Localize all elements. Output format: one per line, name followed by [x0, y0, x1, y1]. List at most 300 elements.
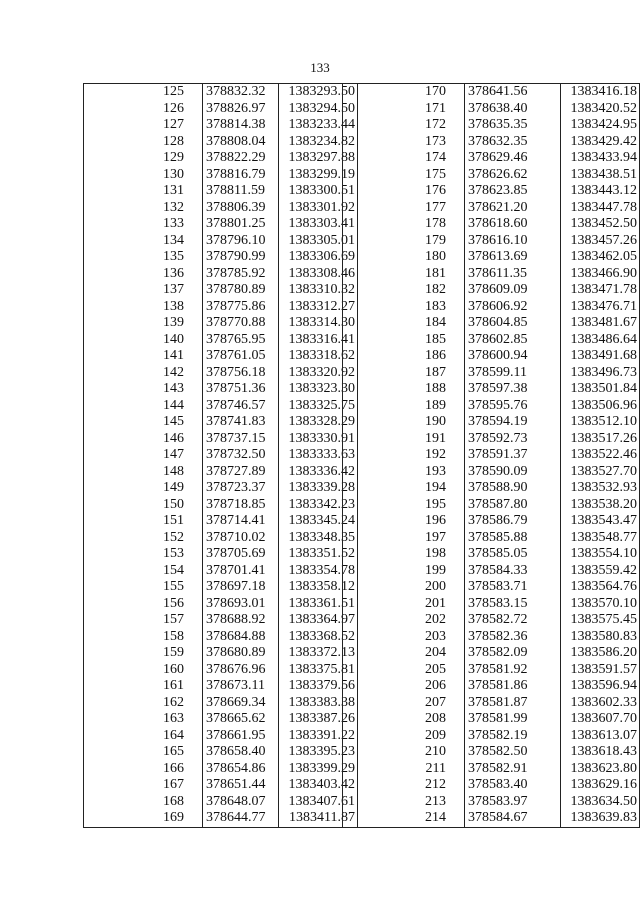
table-row [343, 315, 640, 332]
y-coordinate-cell: 1383591.57 [561, 662, 640, 679]
y-coordinate-cell: 1383297.88 [279, 150, 358, 167]
table-row [84, 167, 358, 184]
x-coordinate-cell: 378756.18 [203, 365, 279, 382]
table-row [84, 513, 358, 530]
point-number-cell: 186 [343, 348, 465, 365]
table-row [84, 728, 358, 745]
point-number-cell: 213 [343, 794, 465, 811]
y-coordinate-cell: 1383303.41 [279, 216, 358, 233]
point-number-cell: 126 [84, 101, 203, 118]
table-row [84, 183, 358, 200]
point-number-cell: 195 [343, 497, 465, 514]
table-row [343, 794, 640, 811]
table-row [343, 678, 640, 695]
table-row [343, 645, 640, 662]
table-row [84, 810, 358, 827]
y-coordinate-cell: 1383481.67 [561, 315, 640, 332]
y-coordinate-cell: 1383527.70 [561, 464, 640, 481]
x-coordinate-cell: 378751.36 [203, 381, 279, 398]
table-row [343, 249, 640, 266]
table-row [343, 662, 640, 679]
y-coordinate-cell: 1383623.80 [561, 761, 640, 778]
y-coordinate-cell: 1383299.19 [279, 167, 358, 184]
table-row [343, 711, 640, 728]
y-coordinate-cell: 1383457.26 [561, 233, 640, 250]
table-row [84, 84, 358, 101]
point-number-cell: 183 [343, 299, 465, 316]
table-row [84, 134, 358, 151]
x-coordinate-cell: 378582.09 [465, 645, 561, 662]
point-number-cell: 191 [343, 431, 465, 448]
x-coordinate-cell: 378808.04 [203, 134, 279, 151]
table-row [343, 464, 640, 481]
y-coordinate-cell: 1383607.70 [561, 711, 640, 728]
y-coordinate-cell: 1383379.56 [279, 678, 358, 695]
y-coordinate-cell: 1383512.10 [561, 414, 640, 431]
point-number-cell: 189 [343, 398, 465, 415]
x-coordinate-cell: 378590.09 [465, 464, 561, 481]
table-row [343, 282, 640, 299]
table-row [343, 447, 640, 464]
y-coordinate-cell: 1383387.26 [279, 711, 358, 728]
x-coordinate-cell: 378651.44 [203, 777, 279, 794]
x-coordinate-cell: 378826.97 [203, 101, 279, 118]
y-coordinate-cell: 1383403.42 [279, 777, 358, 794]
x-coordinate-cell: 378616.10 [465, 233, 561, 250]
table-row [343, 728, 640, 745]
y-coordinate-cell: 1383462.05 [561, 249, 640, 266]
x-coordinate-cell: 378775.86 [203, 299, 279, 316]
point-number-cell: 133 [84, 216, 203, 233]
table-row [84, 563, 358, 580]
table-row [84, 332, 358, 349]
point-number-cell: 142 [84, 365, 203, 382]
x-coordinate-cell: 378765.95 [203, 332, 279, 349]
x-coordinate-cell: 378641.56 [465, 84, 561, 101]
x-coordinate-cell: 378582.19 [465, 728, 561, 745]
coordinate-table-right [342, 83, 640, 828]
table-row [343, 167, 640, 184]
y-coordinate-cell: 1383629.16 [561, 777, 640, 794]
y-coordinate-cell: 1383559.42 [561, 563, 640, 580]
table-row [84, 761, 358, 778]
point-number-cell: 160 [84, 662, 203, 679]
point-number-cell: 202 [343, 612, 465, 629]
y-coordinate-cell: 1383395.23 [279, 744, 358, 761]
y-coordinate-cell: 1383233.44 [279, 117, 358, 134]
point-number-cell: 167 [84, 777, 203, 794]
table-row [343, 299, 640, 316]
x-coordinate-cell: 378582.50 [465, 744, 561, 761]
point-number-cell: 139 [84, 315, 203, 332]
y-coordinate-cell: 1383634.50 [561, 794, 640, 811]
table-row [343, 530, 640, 547]
point-number-cell: 155 [84, 579, 203, 596]
table-row [343, 414, 640, 431]
x-coordinate-cell: 378680.89 [203, 645, 279, 662]
y-coordinate-cell: 1383234.82 [279, 134, 358, 151]
table-row [84, 233, 358, 250]
y-coordinate-cell: 1383300.51 [279, 183, 358, 200]
x-coordinate-cell: 378669.34 [203, 695, 279, 712]
point-number-cell: 206 [343, 678, 465, 695]
table-row [343, 810, 640, 827]
x-coordinate-cell: 378785.92 [203, 266, 279, 283]
table-row [84, 299, 358, 316]
y-coordinate-cell: 1383476.71 [561, 299, 640, 316]
y-coordinate-cell: 1383368.52 [279, 629, 358, 646]
x-coordinate-cell: 378587.80 [465, 497, 561, 514]
point-number-cell: 208 [343, 711, 465, 728]
y-coordinate-cell: 1383416.18 [561, 84, 640, 101]
x-coordinate-cell: 378832.32 [203, 84, 279, 101]
x-coordinate-cell: 378586.79 [465, 513, 561, 530]
point-number-cell: 152 [84, 530, 203, 547]
x-coordinate-cell: 378613.69 [465, 249, 561, 266]
table-row [84, 530, 358, 547]
y-coordinate-cell: 1383466.90 [561, 266, 640, 283]
y-coordinate-cell: 1383538.20 [561, 497, 640, 514]
point-number-cell: 134 [84, 233, 203, 250]
y-coordinate-cell: 1383293.50 [279, 84, 358, 101]
x-coordinate-cell: 378822.29 [203, 150, 279, 167]
x-coordinate-cell: 378592.73 [465, 431, 561, 448]
point-number-cell: 176 [343, 183, 465, 200]
y-coordinate-cell: 1383429.42 [561, 134, 640, 151]
x-coordinate-cell: 378584.67 [465, 810, 561, 827]
x-coordinate-cell: 378737.15 [203, 431, 279, 448]
point-number-cell: 178 [343, 216, 465, 233]
table-row [84, 711, 358, 728]
y-coordinate-cell: 1383372.13 [279, 645, 358, 662]
point-number-cell: 161 [84, 678, 203, 695]
table-row [343, 546, 640, 563]
page-number: 133 [310, 60, 330, 75]
y-coordinate-cell: 1383333.63 [279, 447, 358, 464]
point-number-cell: 181 [343, 266, 465, 283]
y-coordinate-cell: 1383399.29 [279, 761, 358, 778]
point-number-cell: 204 [343, 645, 465, 662]
x-coordinate-cell: 378710.02 [203, 530, 279, 547]
table-row [84, 101, 358, 118]
y-coordinate-cell: 1383323.30 [279, 381, 358, 398]
y-coordinate-cell: 1383320.92 [279, 365, 358, 382]
table-row [343, 101, 640, 118]
point-number-cell: 177 [343, 200, 465, 217]
point-number-cell: 146 [84, 431, 203, 448]
point-number-cell: 128 [84, 134, 203, 151]
table-row [343, 563, 640, 580]
y-coordinate-cell: 1383506.96 [561, 398, 640, 415]
x-coordinate-cell: 378583.71 [465, 579, 561, 596]
point-number-cell: 141 [84, 348, 203, 365]
y-coordinate-cell: 1383596.94 [561, 678, 640, 695]
point-number-cell: 187 [343, 365, 465, 382]
point-number-cell: 149 [84, 480, 203, 497]
y-coordinate-cell: 1383447.78 [561, 200, 640, 217]
table-row [343, 596, 640, 613]
y-coordinate-cell: 1383348.35 [279, 530, 358, 547]
table-row [84, 579, 358, 596]
table-row [84, 348, 358, 365]
table-row [343, 134, 640, 151]
table-row [84, 150, 358, 167]
y-coordinate-cell: 1383522.46 [561, 447, 640, 464]
x-coordinate-cell: 378701.41 [203, 563, 279, 580]
point-number-cell: 180 [343, 249, 465, 266]
x-coordinate-cell: 378806.39 [203, 200, 279, 217]
point-number-cell: 214 [343, 810, 465, 827]
point-number-cell: 130 [84, 167, 203, 184]
table-row [343, 480, 640, 497]
table-row [343, 612, 640, 629]
point-number-cell: 136 [84, 266, 203, 283]
x-coordinate-cell: 378790.99 [203, 249, 279, 266]
point-number-cell: 135 [84, 249, 203, 266]
point-number-cell: 137 [84, 282, 203, 299]
table-row [343, 216, 640, 233]
y-coordinate-cell: 1383420.52 [561, 101, 640, 118]
point-number-cell: 148 [84, 464, 203, 481]
point-number-cell: 156 [84, 596, 203, 613]
x-coordinate-cell: 378581.92 [465, 662, 561, 679]
y-coordinate-cell: 1383316.41 [279, 332, 358, 349]
point-number-cell: 174 [343, 150, 465, 167]
table-row [343, 233, 640, 250]
x-coordinate-cell: 378585.05 [465, 546, 561, 563]
point-number-cell: 150 [84, 497, 203, 514]
table-row [84, 629, 358, 646]
table-row [343, 497, 640, 514]
y-coordinate-cell: 1383564.76 [561, 579, 640, 596]
x-coordinate-cell: 378582.72 [465, 612, 561, 629]
table-row [84, 365, 358, 382]
point-number-cell: 159 [84, 645, 203, 662]
y-coordinate-cell: 1383639.83 [561, 810, 640, 827]
x-coordinate-cell: 378597.38 [465, 381, 561, 398]
x-coordinate-cell: 378741.83 [203, 414, 279, 431]
point-number-cell: 145 [84, 414, 203, 431]
table-row [343, 513, 640, 530]
x-coordinate-cell: 378746.57 [203, 398, 279, 415]
point-number-cell: 170 [343, 84, 465, 101]
point-number-cell: 173 [343, 134, 465, 151]
table-row [343, 183, 640, 200]
table-row [84, 546, 358, 563]
x-coordinate-cell: 378814.38 [203, 117, 279, 134]
y-coordinate-cell: 1383339.28 [279, 480, 358, 497]
point-number-cell: 140 [84, 332, 203, 349]
point-number-cell: 147 [84, 447, 203, 464]
y-coordinate-cell: 1383424.95 [561, 117, 640, 134]
x-coordinate-cell: 378723.37 [203, 480, 279, 497]
point-number-cell: 125 [84, 84, 203, 101]
y-coordinate-cell: 1383305.01 [279, 233, 358, 250]
table-row [343, 381, 640, 398]
y-coordinate-cell: 1383575.45 [561, 612, 640, 629]
x-coordinate-cell: 378658.40 [203, 744, 279, 761]
x-coordinate-cell: 378600.94 [465, 348, 561, 365]
table-row [343, 744, 640, 761]
y-coordinate-cell: 1383375.81 [279, 662, 358, 679]
y-coordinate-cell: 1383407.61 [279, 794, 358, 811]
x-coordinate-cell: 378727.89 [203, 464, 279, 481]
point-number-cell: 154 [84, 563, 203, 580]
point-number-cell: 211 [343, 761, 465, 778]
y-coordinate-cell: 1383391.22 [279, 728, 358, 745]
x-coordinate-cell: 378693.01 [203, 596, 279, 613]
point-number-cell: 198 [343, 546, 465, 563]
y-coordinate-cell: 1383358.12 [279, 579, 358, 596]
point-number-cell: 188 [343, 381, 465, 398]
x-coordinate-cell: 378688.92 [203, 612, 279, 629]
x-coordinate-cell: 378665.62 [203, 711, 279, 728]
point-number-cell: 207 [343, 695, 465, 712]
x-coordinate-cell: 378583.15 [465, 596, 561, 613]
table-row [84, 645, 358, 662]
x-coordinate-cell: 378626.62 [465, 167, 561, 184]
table-row [343, 266, 640, 283]
table-row [343, 629, 640, 646]
x-coordinate-cell: 378606.92 [465, 299, 561, 316]
table-row [343, 761, 640, 778]
y-coordinate-cell: 1383433.94 [561, 150, 640, 167]
point-number-cell: 164 [84, 728, 203, 745]
table-row [84, 678, 358, 695]
table-row [343, 84, 640, 101]
x-coordinate-cell: 378623.85 [465, 183, 561, 200]
table-row [84, 282, 358, 299]
y-coordinate-cell: 1383517.26 [561, 431, 640, 448]
x-coordinate-cell: 378801.25 [203, 216, 279, 233]
point-number-cell: 179 [343, 233, 465, 250]
point-number-cell: 200 [343, 579, 465, 596]
point-number-cell: 157 [84, 612, 203, 629]
y-coordinate-cell: 1383294.50 [279, 101, 358, 118]
table-row [84, 464, 358, 481]
point-number-cell: 196 [343, 513, 465, 530]
table-row [84, 431, 358, 448]
y-coordinate-cell: 1383318.62 [279, 348, 358, 365]
coordinate-table-left [83, 83, 358, 828]
y-coordinate-cell: 1383345.24 [279, 513, 358, 530]
table-row [84, 117, 358, 134]
x-coordinate-cell: 378582.36 [465, 629, 561, 646]
point-number-cell: 129 [84, 150, 203, 167]
table-row [343, 117, 640, 134]
x-coordinate-cell: 378811.59 [203, 183, 279, 200]
x-coordinate-cell: 378591.37 [465, 447, 561, 464]
x-coordinate-cell: 378583.40 [465, 777, 561, 794]
y-coordinate-cell: 1383554.10 [561, 546, 640, 563]
table-row [84, 497, 358, 514]
x-coordinate-cell: 378629.46 [465, 150, 561, 167]
y-coordinate-cell: 1383570.10 [561, 596, 640, 613]
point-number-cell: 131 [84, 183, 203, 200]
point-number-cell: 184 [343, 315, 465, 332]
x-coordinate-cell: 378602.85 [465, 332, 561, 349]
point-number-cell: 185 [343, 332, 465, 349]
table-row [343, 579, 640, 596]
table-row [84, 447, 358, 464]
x-coordinate-cell: 378761.05 [203, 348, 279, 365]
y-coordinate-cell: 1383586.20 [561, 645, 640, 662]
point-number-cell: 190 [343, 414, 465, 431]
table-row [84, 744, 358, 761]
y-coordinate-cell: 1383342.23 [279, 497, 358, 514]
x-coordinate-cell: 378585.88 [465, 530, 561, 547]
table-row [343, 150, 640, 167]
point-number-cell: 144 [84, 398, 203, 415]
x-coordinate-cell: 378714.41 [203, 513, 279, 530]
x-coordinate-cell: 378609.09 [465, 282, 561, 299]
point-number-cell: 209 [343, 728, 465, 745]
y-coordinate-cell: 1383310.32 [279, 282, 358, 299]
y-coordinate-cell: 1383308.46 [279, 266, 358, 283]
y-coordinate-cell: 1383543.47 [561, 513, 640, 530]
y-coordinate-cell: 1383443.12 [561, 183, 640, 200]
x-coordinate-cell: 378684.88 [203, 629, 279, 646]
x-coordinate-cell: 378604.85 [465, 315, 561, 332]
y-coordinate-cell: 1383471.78 [561, 282, 640, 299]
y-coordinate-cell: 1383336.42 [279, 464, 358, 481]
x-coordinate-cell: 378632.35 [465, 134, 561, 151]
point-number-cell: 212 [343, 777, 465, 794]
point-number-cell: 172 [343, 117, 465, 134]
x-coordinate-cell: 378654.86 [203, 761, 279, 778]
point-number-cell: 165 [84, 744, 203, 761]
x-coordinate-cell: 378581.87 [465, 695, 561, 712]
y-coordinate-cell: 1383613.07 [561, 728, 640, 745]
table-row [84, 315, 358, 332]
x-coordinate-cell: 378673.11 [203, 678, 279, 695]
point-number-cell: 199 [343, 563, 465, 580]
x-coordinate-cell: 378581.99 [465, 711, 561, 728]
y-coordinate-cell: 1383411.87 [279, 810, 358, 827]
table-row [343, 332, 640, 349]
table-row [343, 398, 640, 415]
table-row [343, 200, 640, 217]
table-row [343, 431, 640, 448]
table-row [84, 414, 358, 431]
table-row [84, 794, 358, 811]
y-coordinate-cell: 1383548.77 [561, 530, 640, 547]
y-coordinate-cell: 1383361.51 [279, 596, 358, 613]
y-coordinate-cell: 1383618.43 [561, 744, 640, 761]
y-coordinate-cell: 1383602.33 [561, 695, 640, 712]
point-number-cell: 192 [343, 447, 465, 464]
y-coordinate-cell: 1383486.64 [561, 332, 640, 349]
point-number-cell: 151 [84, 513, 203, 530]
x-coordinate-cell: 378705.69 [203, 546, 279, 563]
table-row [84, 249, 358, 266]
x-coordinate-cell: 378599.11 [465, 365, 561, 382]
table-row [343, 348, 640, 365]
x-coordinate-cell: 378638.40 [465, 101, 561, 118]
point-number-cell: 197 [343, 530, 465, 547]
table-row [84, 662, 358, 679]
point-number-cell: 138 [84, 299, 203, 316]
point-number-cell: 127 [84, 117, 203, 134]
x-coordinate-cell: 378676.96 [203, 662, 279, 679]
y-coordinate-cell: 1383532.93 [561, 480, 640, 497]
point-number-cell: 193 [343, 464, 465, 481]
x-coordinate-cell: 378697.18 [203, 579, 279, 596]
point-number-cell: 201 [343, 596, 465, 613]
table-row [84, 266, 358, 283]
y-coordinate-cell: 1383364.97 [279, 612, 358, 629]
y-coordinate-cell: 1383325.75 [279, 398, 358, 415]
